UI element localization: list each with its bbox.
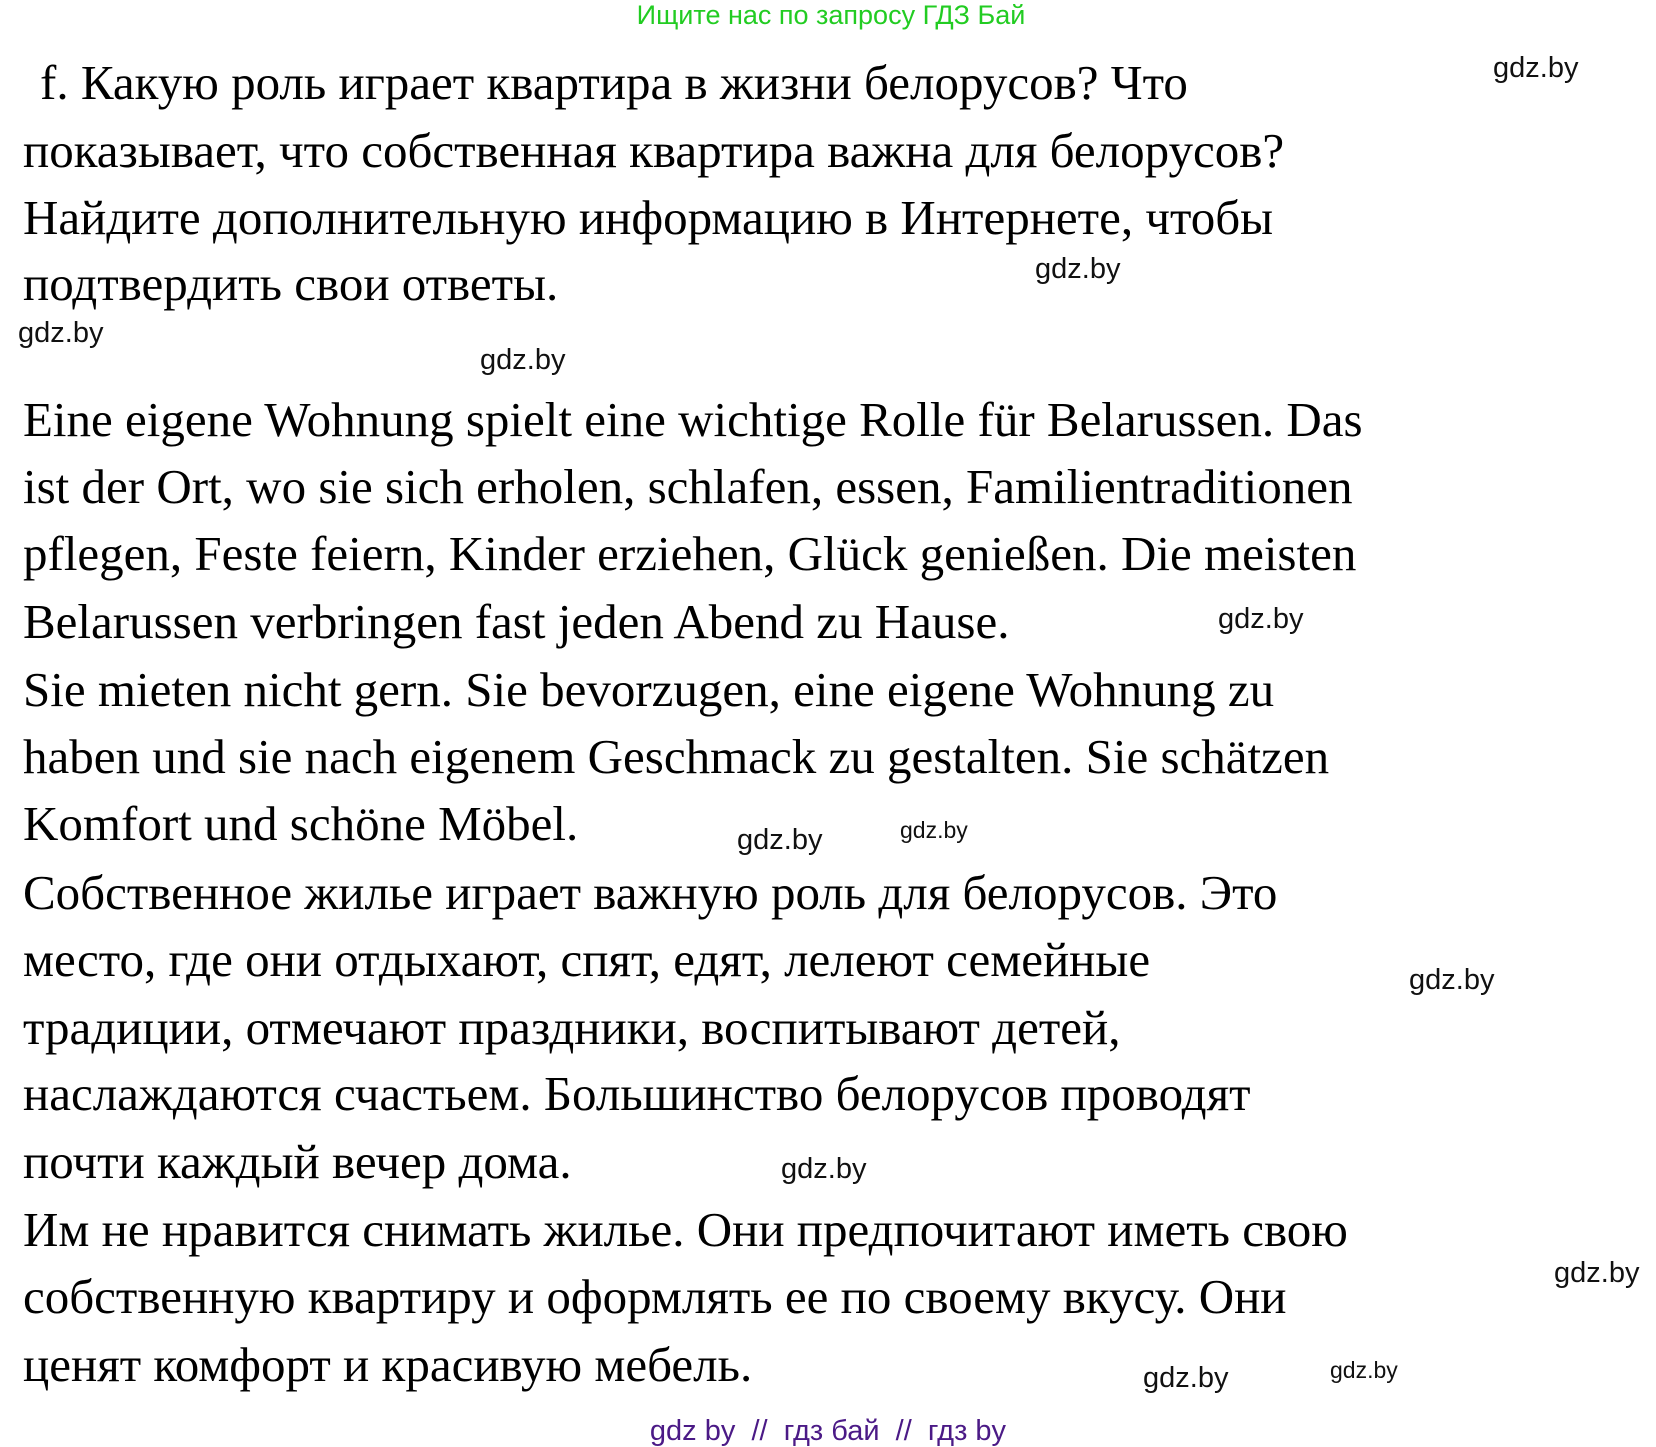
answer-line: почти каждый вечер дома.	[23, 1134, 572, 1189]
question-line: подтвердить свои ответы.	[23, 256, 559, 311]
watermark: gdz.by	[1554, 1257, 1640, 1289]
answer-line: ist der Ort, wo sie sich erholen, schlafen, essen, Familientraditionen	[23, 459, 1353, 514]
watermark: gdz.by	[1218, 603, 1304, 635]
answer-line: Sie mieten nicht gern. Sie bevorzugen, eine eigene Wohnung zu	[23, 662, 1275, 717]
answer-line: Komfort und schöne Möbel.	[23, 796, 579, 851]
footer-links: gdz by // гдз бай // гдз by	[649, 1415, 1007, 1447]
question-line: показывает, что собственная квартира важна для белорусов?	[23, 123, 1285, 178]
question-line: f. Какую роль играет квартира в жизни белорусов? Что	[40, 55, 1188, 110]
watermark: gdz.by	[1330, 1357, 1398, 1383]
answer-line: собственную квартиру и оформлять ее по своему вкусу. Они	[23, 1269, 1287, 1324]
watermark: gdz.by	[781, 1153, 867, 1185]
watermark: gdz.by	[480, 344, 566, 376]
answer-line: haben und sie nach eigenem Geschmack zu gestalten. Sie schätzen	[23, 729, 1330, 784]
answer-line: традиции, отмечают праздники, воспитывают детей,	[23, 1000, 1121, 1055]
answer-line: место, где они отдыхают, спят, едят, лелеют семейные	[23, 932, 1151, 987]
answer-line: наслаждаются счастьем. Большинство белорусов проводят	[23, 1066, 1251, 1121]
watermark: gdz.by	[737, 824, 823, 856]
answer-line: Belarussen verbringen fast jeden Abend zu Hause.	[23, 594, 1010, 649]
answer-line: Собственное жилье играет важную роль для белорусов. Это	[23, 865, 1278, 920]
watermark: gdz.by	[1409, 964, 1495, 996]
watermark: gdz.by	[1143, 1362, 1229, 1394]
watermark: gdz.by	[18, 317, 104, 349]
answer-line: ценят комфорт и красивую мебель.	[23, 1337, 753, 1392]
answer-line: Им не нравится снимать жилье. Они предпочитают иметь свою	[23, 1202, 1348, 1257]
question-line: Найдите дополнительную информацию в Интернете, чтобы	[23, 190, 1274, 245]
answer-line: Eine eigene Wohnung spielt eine wichtige Rolle für Belarussen. Das	[23, 392, 1363, 447]
site-banner: Ищите нас по запросу ГДЗ Бай	[636, 0, 1026, 30]
watermark: gdz.by	[900, 817, 968, 843]
watermark: gdz.by	[1035, 253, 1121, 285]
watermark: gdz.by	[1493, 52, 1579, 84]
answer-line: pflegen, Feste feiern, Kinder erziehen, Glück genießen. Die meisten	[23, 526, 1357, 581]
